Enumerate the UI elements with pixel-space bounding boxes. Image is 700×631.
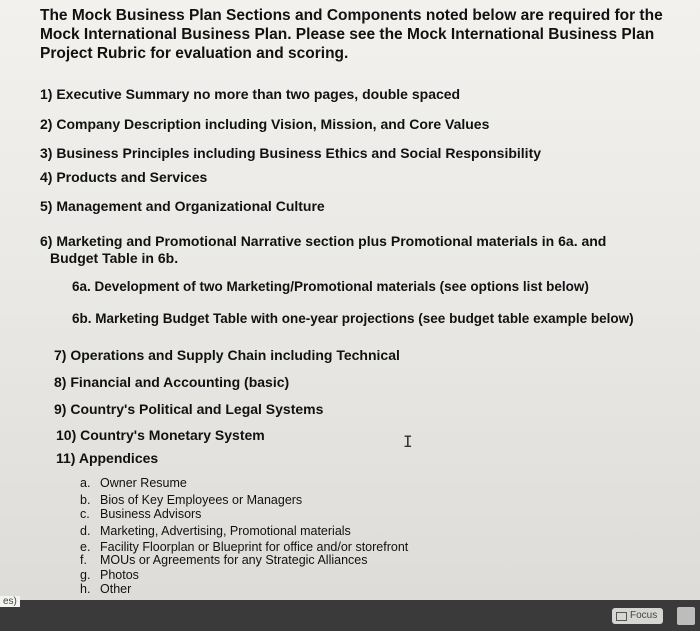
appendix-item: f. MOUs or Agreements for any Strategic Alliances	[80, 553, 368, 567]
appendix-item: b. Bios of Key Employees or Managers	[80, 493, 303, 507]
section-1: 1) Executive Summary no more than two pages, double spaced	[40, 86, 461, 102]
focus-button[interactable]	[612, 608, 663, 624]
focus-icon	[616, 612, 627, 621]
section-11: 11) Appendices	[56, 450, 159, 466]
section-6-cont: Budget Table in 6b.	[50, 250, 179, 266]
focus-label: Focus	[630, 610, 658, 621]
appendix-item: e. Facility Floorplan or Blueprint for office and/or storefront	[80, 540, 409, 554]
intro-paragraph: The Mock Business Plan Sections and Components noted below are required for the Mock International Business Plan. Please see the Mock International Business Plan Project Rubric for evaluation and scoring.	[40, 7, 663, 62]
section-8: 8) Financial and Accounting (basic)	[54, 374, 290, 390]
appendix-item: h. Other	[80, 582, 132, 596]
section-5: 5) Management and Organizational Culture	[40, 198, 325, 214]
section-7: 7) Operations and Supply Chain including Technical	[54, 347, 400, 363]
document-body	[40, 6, 680, 596]
section-4: 4) Products and Services	[40, 169, 208, 185]
appendix-item: c. Business Advisors	[80, 507, 202, 521]
section-6b: 6b. Marketing Budget Table with one-year projections (see budget table example below)	[72, 311, 634, 326]
section-3: 3) Business Principles including Business Ethics and Social Responsibility	[40, 145, 542, 161]
section-6a: 6a. Development of two Marketing/Promotional materials (see options list below)	[72, 279, 589, 294]
appendix-item: a. Owner Resume	[80, 476, 187, 490]
section-6: 6) Marketing and Promotional Narrative section plus Promotional materials in 6a. and	[40, 233, 607, 249]
section-9: 9) Country's Political and Legal Systems	[54, 401, 324, 417]
status-bar-left-label: es)	[0, 596, 20, 607]
status-bar	[0, 600, 700, 631]
appendix-item: d. Marketing, Advertising, Promotional materials	[80, 524, 351, 538]
text-cursor-icon: I	[403, 432, 413, 451]
appendix-item: g. Photos	[80, 568, 139, 582]
section-10: 10) Country's Monetary System	[56, 427, 265, 443]
view-layout-button[interactable]	[677, 607, 695, 625]
section-2: 2) Company Description including Vision, Mission, and Core Values	[40, 116, 490, 132]
